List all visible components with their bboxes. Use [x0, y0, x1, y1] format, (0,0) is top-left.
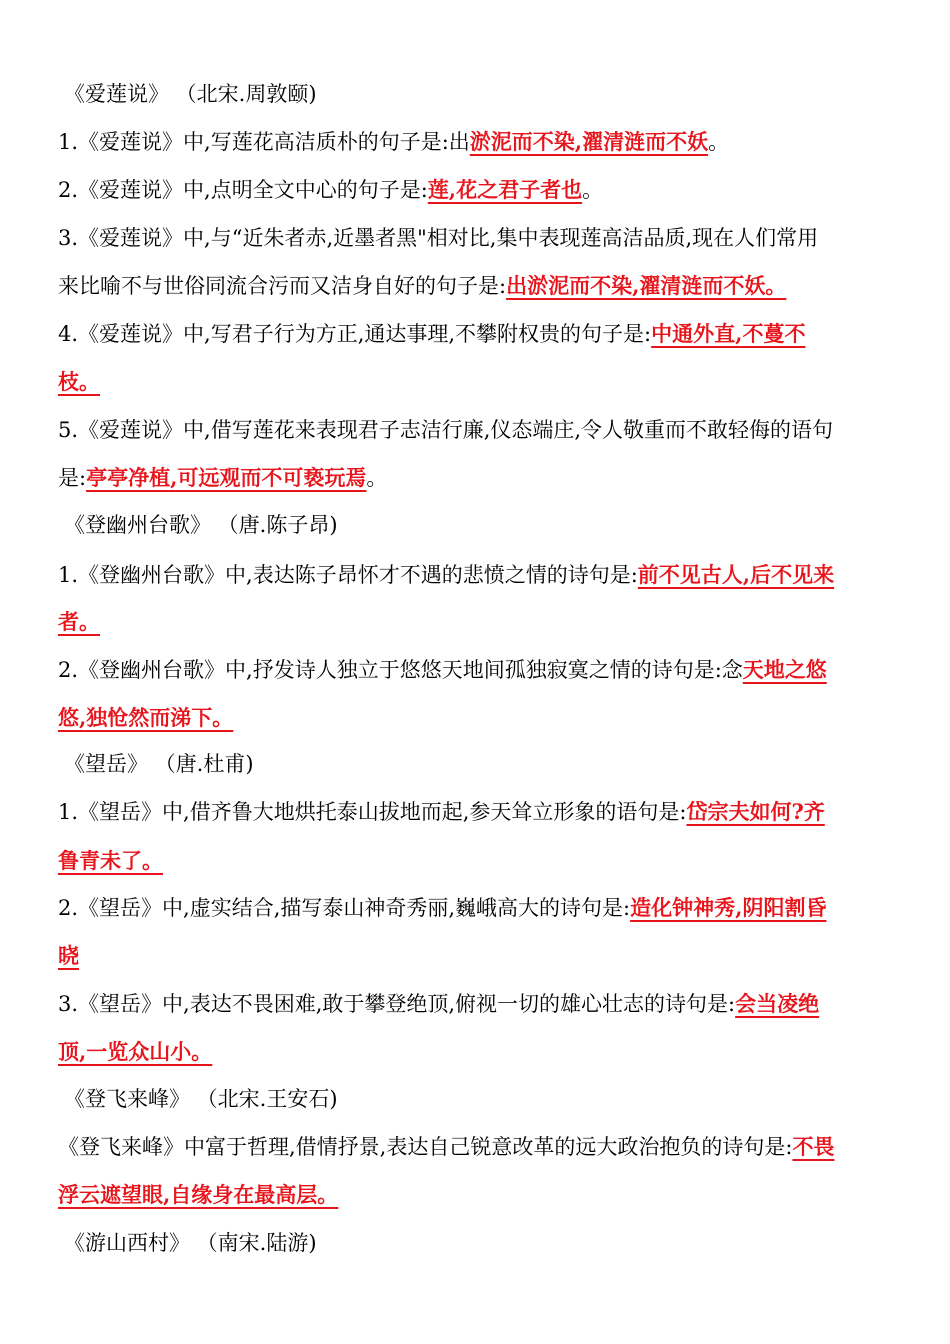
answer-text: 淤泥而不染,濯清涟而不妖 [469, 129, 709, 154]
question-line [58, 223, 898, 253]
question-line [58, 989, 898, 1019]
question-text: 2.《登幽州台歌》中,抒发诗人独立于悠悠天地间孤独寂寞之情的诗句是:念 [58, 658, 743, 682]
answer-text: 不畏 [792, 1134, 835, 1159]
section-title: 《登飞来峰》 （北宋.王安石) [64, 1087, 338, 1111]
question-line [58, 893, 898, 923]
question-line [58, 127, 898, 157]
answer-text: 造化钟神秀,阴阳割昏 [630, 895, 827, 920]
question-text: 2.《爱莲说》中,点明全文中心的句子是: [58, 178, 428, 202]
question-text: 5.《爱莲说》中,借写莲花来表现君子志洁行廉,仪态端庄,令人敬重而不敢轻侮的语句 [58, 418, 834, 442]
answer-text: 枝。 [58, 369, 100, 394]
answer-continuation [58, 703, 898, 733]
answer-continuation [58, 846, 898, 876]
question-text: 4.《爱莲说》中,写君子行为方正,通达事理,不攀附权贵的句子是: [58, 322, 652, 346]
answer-text: 者。 [58, 609, 100, 634]
section-title: 《游山西村》 （南宋.陆游) [64, 1231, 317, 1255]
answer-continuation [58, 941, 898, 971]
answer-text: 天地之悠 [742, 657, 827, 682]
answer-tail: 。 [366, 466, 388, 490]
answer-text: 浮云遮望眼,自缘身在最高层。 [58, 1182, 339, 1207]
answer-text: 亭亭净植,可远观而不可亵玩焉 [86, 465, 367, 490]
question-line [58, 1132, 898, 1162]
answer-text: 莲,花之君子者也 [427, 177, 583, 202]
question-text: 1.《登幽州台歌》中,表达陈子昂怀才不遇的悲愤之情的诗句是: [58, 563, 638, 587]
answer-text: 会当凌绝 [735, 991, 820, 1016]
question-text: 3.《爱莲说》中,与“近朱者赤,近墨者黑"相对比,集中表现莲高洁品质,现在人们常用 [58, 226, 819, 250]
question-text: 3.《望岳》中,表达不畏困难,敢于攀登绝顶,俯视一切的雄心壮志的诗句是: [58, 992, 736, 1016]
answer-text: 中通外直,不蔓不 [651, 321, 806, 346]
answer-text: 晓 [58, 943, 79, 968]
answer-continuation [58, 607, 898, 637]
answer-text: 出淤泥而不染,濯清涟而不妖。 [506, 273, 787, 298]
answer-tail: 。 [582, 178, 604, 202]
answer-text: 鲁青未了。 [58, 848, 163, 873]
question-text: 《登飞来峰》中富于哲理,借情抒景,表达自己锐意改革的远大政治抱负的诗句是: [58, 1135, 793, 1159]
question-text: 1.《爱莲说》中,写莲花高洁质朴的句子是:出 [58, 130, 470, 154]
question-line [58, 175, 898, 205]
section-title: 《望岳》 （唐.杜甫) [64, 752, 254, 776]
question-line [58, 797, 898, 827]
question-line [58, 655, 898, 685]
answer-continuation [58, 1037, 898, 1067]
answer-continuation [58, 367, 898, 397]
answer-text: 岱宗夫如何?齐 [686, 799, 825, 824]
answer-text: 前不见古人,后不见来 [637, 562, 835, 587]
section-title: 《爱莲说》 （北宋.周敦颐) [64, 82, 317, 106]
question-text: 2.《望岳》中,虚实结合,描写泰山神奇秀丽,巍峨高大的诗句是: [58, 896, 631, 920]
question-line [58, 463, 898, 493]
question-text: 1.《望岳》中,借齐鲁大地烘托泰山拔地而起,参天耸立形象的语句是: [58, 800, 687, 824]
answer-continuation [58, 1180, 898, 1210]
answer-text: 顶,一览众山小。 [58, 1039, 213, 1064]
question-text: 是: [58, 466, 87, 490]
question-line [58, 319, 898, 349]
answer-tail: 。 [708, 130, 730, 154]
question-line [58, 271, 898, 301]
section-title: 《登幽州台歌》 （唐.陈子昂) [64, 513, 338, 537]
question-text: 来比喻不与世俗同流合污而又洁身自好的句子是: [58, 274, 507, 298]
answer-text: 悠,独怆然而涕下。 [58, 705, 234, 730]
question-line [58, 415, 898, 445]
question-line [58, 560, 898, 590]
